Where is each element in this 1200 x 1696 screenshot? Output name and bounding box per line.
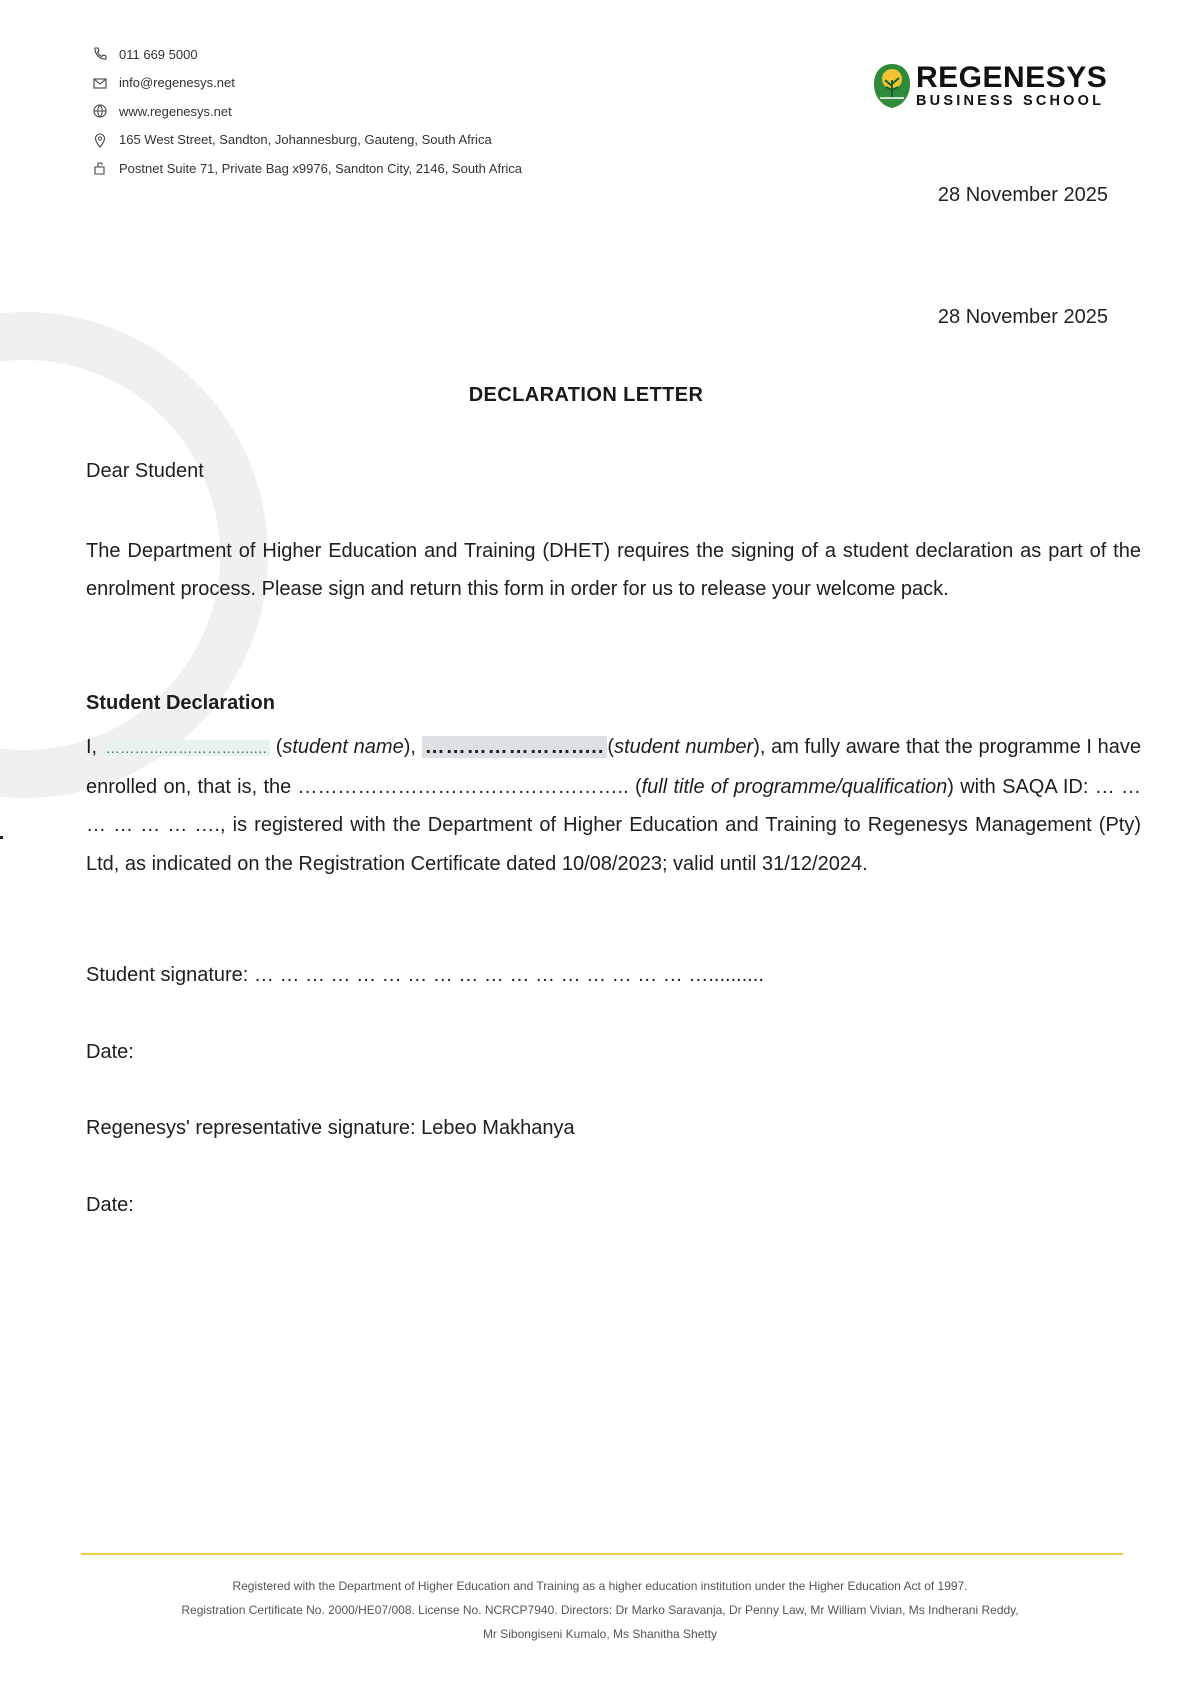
contact-postal: Postnet Suite 71, Private Bag x9976, Sandton City, 2146, South Africa — [92, 154, 522, 183]
declaration-heading: Student Declaration — [86, 692, 275, 714]
footer — [100, 1574, 1100, 1646]
intro-paragraph: The Department of Higher Education and Training (DHET) requires the signing of a student declaration as part of the enrolment process. Please sign and return this form in order for us to release your welcome pack. — [86, 540, 1141, 600]
footer-line-2: Registration Certificate No. 2000/HE07/008. License No. NCRCP7940. Directors: Dr Marko Saravanja, Dr Penny Law, Mr William Vivian, Ms Indherani Reddy, — [181, 1603, 1019, 1617]
student-number-field[interactable]: …………………..... — [422, 736, 608, 758]
postbox-icon — [92, 160, 108, 176]
footer-line-3: Mr Sibongiseni Kumalo, Ms Shanitha Shetty — [482, 1627, 718, 1641]
contact-email: info@regenesys.net — [92, 69, 522, 98]
footer-rule — [81, 1553, 1123, 1555]
location-pin-icon — [92, 132, 108, 148]
phone-icon — [92, 46, 108, 62]
contact-block — [92, 40, 522, 183]
tree-badge-icon — [872, 62, 912, 110]
letter-title: DECLARATION LETTER — [468, 384, 704, 406]
declaration-paragraph: I, ………………………....... (student name), …………………..... (student number), am fully aware that the programme I have enrolled on, that is, the ………………………………………….. (full title of programme/qualification) with SAQA ID: … … … … … … …., is registered with the Department of Higher Education and Training to Regenesys Management (Pty) Ltd, as indicated on the Registration Certificate dated 10/08/2023; valid until 31/12/2024. — [86, 736, 1142, 875]
logo-subtitle: BUSINESS SCHOOL — [916, 93, 1105, 110]
footer-line-1: Registered with the Department of Higher Education and Training as a higher education institution under the Higher Education Act of 1997. — [232, 1579, 968, 1593]
contact-website: www.regenesys.net — [92, 97, 522, 126]
representative-date-line[interactable]: Date: — [86, 1194, 134, 1216]
logo-name: REGENESYS — [916, 61, 1108, 95]
mail-icon — [92, 75, 108, 91]
letter-date: 28 November 2025 — [937, 184, 1108, 206]
margin-mark — [0, 836, 3, 839]
representative-signature: Regenesys' representative signature: Lebeo Makhanya — [86, 1117, 575, 1139]
student-signature-line[interactable]: Student signature: … … … … … … … … … … … … … … … … … ….......... — [86, 964, 764, 986]
greeting: Dear Student — [86, 460, 204, 482]
contact-phone: 011 669 5000 — [92, 40, 522, 69]
globe-icon — [92, 103, 108, 119]
student-name-field[interactable]: ………………………....... — [103, 740, 270, 756]
regenesys-logo — [872, 62, 1107, 110]
student-date-line[interactable]: Date: — [86, 1041, 134, 1063]
letter-date-second: 28 November 2025 — [937, 306, 1108, 328]
contact-address: 165 West Street, Sandton, Johannesburg, Gauteng, South Africa — [92, 126, 522, 155]
